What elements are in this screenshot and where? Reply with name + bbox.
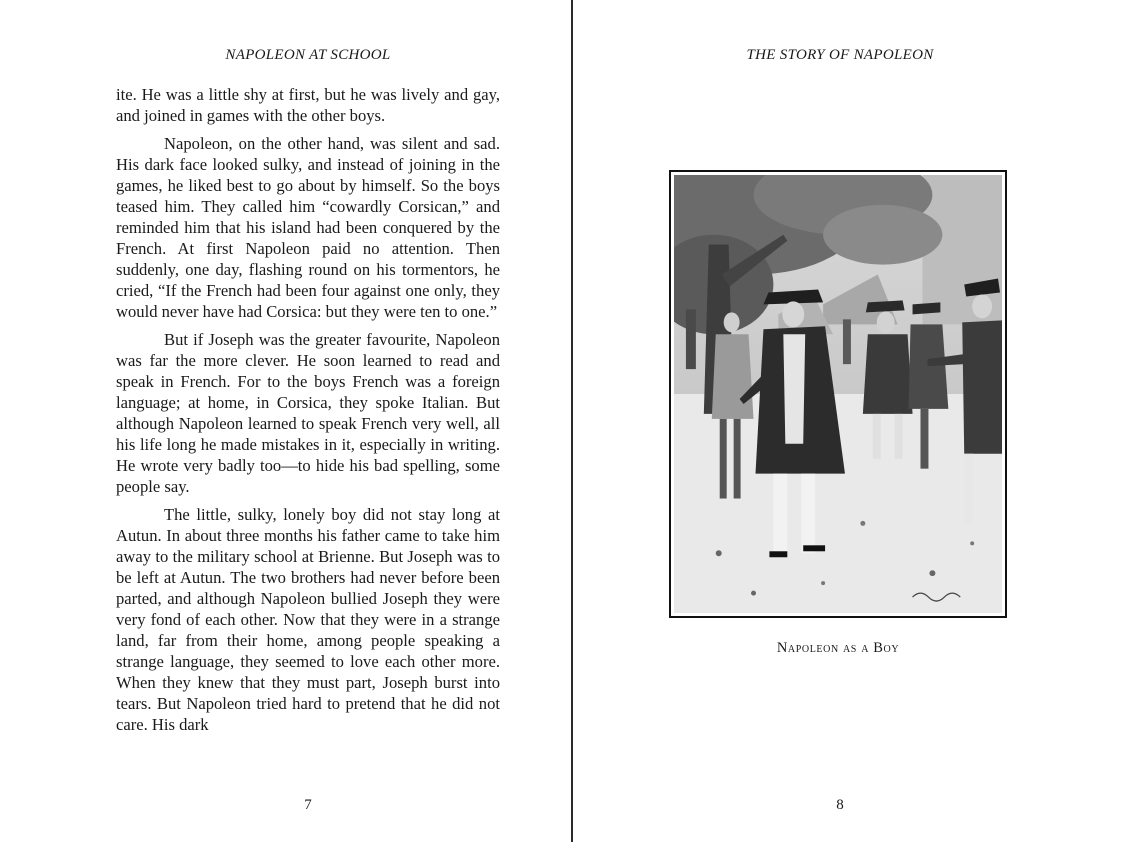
paragraph: But if Joseph was the greater favourite, Napoleon was far the more clever. He soon learned to read and speak in French. For to the boys French was a foreign language; at home, in Corsica, they spoke Italian. But although Napoleon learned to speak French very well, all his life long he made mistakes in it, especially in writing. He wrote very badly too—to hide his bad spelling, some people say. xyxy=(116,330,500,496)
left-body-text xyxy=(116,84,500,742)
illustration-image xyxy=(674,175,1002,613)
paragraph: ite. He was a little shy at first, but he was lively and gay, and joined in games with the other boys. xyxy=(116,85,500,125)
paragraph: The little, sulky, lonely boy did not stay long at Autun. In about three months his father came to take him away to the military school at Brienne. But Joseph was to be left at Autun. The two brothers had never before been parted, and although Napoleon bullied Joseph they were very fond of each other. Now that they were in a strange land, far from their home, among people speaking a strange language, they seemed to love each other more. When they knew that they must part, Joseph burst into tears. But Napoleon tried hard to pretend that he did not care. His dark xyxy=(116,505,500,734)
right-page xyxy=(574,0,1144,842)
left-running-head: NAPOLEON AT SCHOOL xyxy=(225,47,391,63)
illustration-caption: Napoleon as a Boy xyxy=(776,640,900,656)
left-page-number: 7 xyxy=(304,797,312,813)
paragraph: Napoleon, on the other hand, was silent and sad. His dark face looked sulky, and instead of joining in the games, he liked best to go about by himself. So the boys teased him. They called him “cowardly Corsican,” and reminded him that his island had been conquered by the French. At first Napoleon paid no attention. Then suddenly, one day, flashing round on his tormentors, he cried, “If the French had been four against one only, they would never have had Corsica: but they were ten to one.” xyxy=(116,134,500,321)
gutter-divider xyxy=(571,0,573,842)
right-page-number: 8 xyxy=(836,797,844,813)
illustration-plate xyxy=(669,170,1007,618)
right-running-head: THE STORY OF NAPOLEON xyxy=(746,47,934,63)
